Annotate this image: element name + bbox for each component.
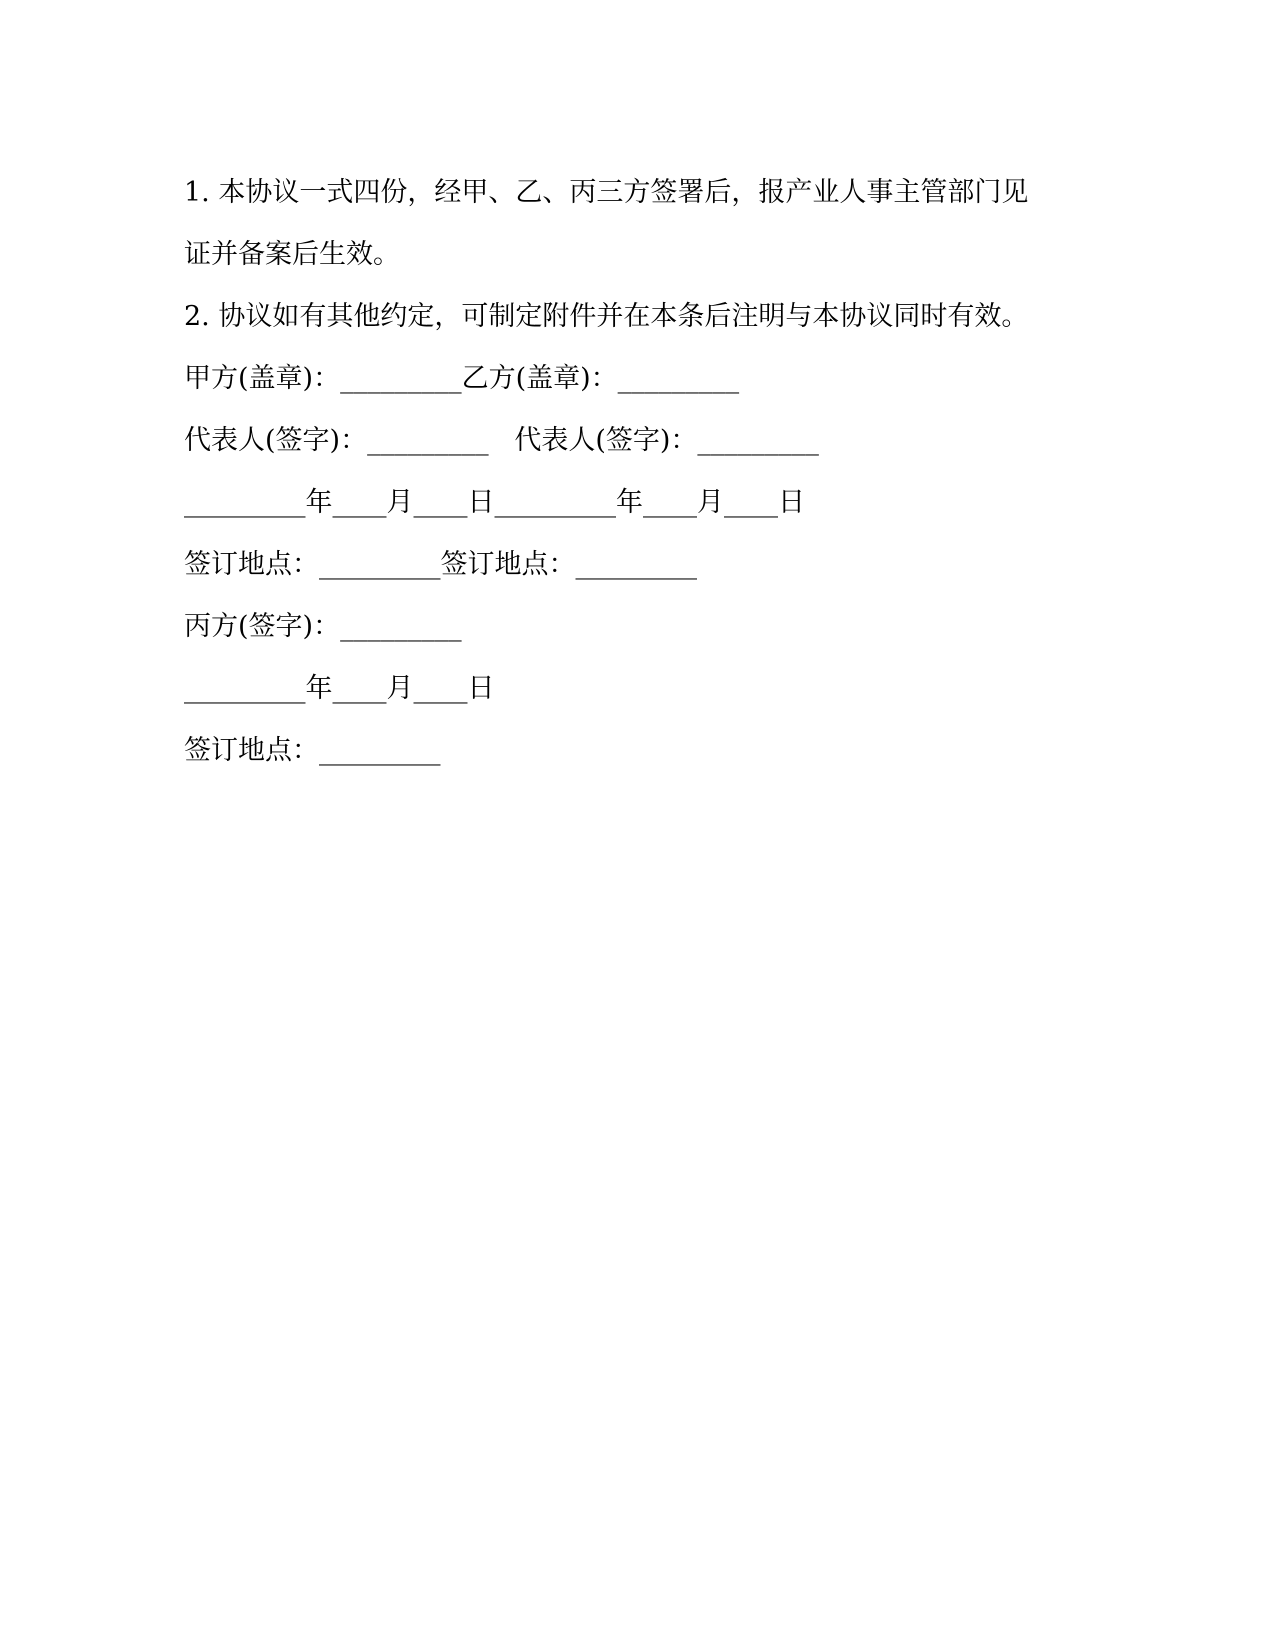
party-c-place-line: 签订地点：_________ [184,735,441,766]
party-c-signature-line: 丙方(签字)：_________ [184,611,462,642]
party-a-b-date-line: _________年____月____日_________年____月____日 [184,487,805,518]
clause-2: 2. 协议如有其他约定，可制定附件并在本条后注明与本协议同时有效。 [184,301,1029,332]
clause-1-line-2: 证并备案后生效。 [184,239,400,270]
party-c-date-line: _________年____月____日 [184,673,495,704]
party-a-b-place-line: 签订地点：_________签订地点：_________ [184,549,697,580]
clause-1-line-1: 1. 本协议一式四份，经甲、乙、丙三方签署后，报产业人事主管部门见 [184,177,1029,208]
party-a-b-representative-line: 代表人(签字)：_________ 代表人(签字)：_________ [184,425,819,456]
party-a-b-seal-line: 甲方(盖章)：_________乙方(盖章)：_________ [184,363,740,394]
